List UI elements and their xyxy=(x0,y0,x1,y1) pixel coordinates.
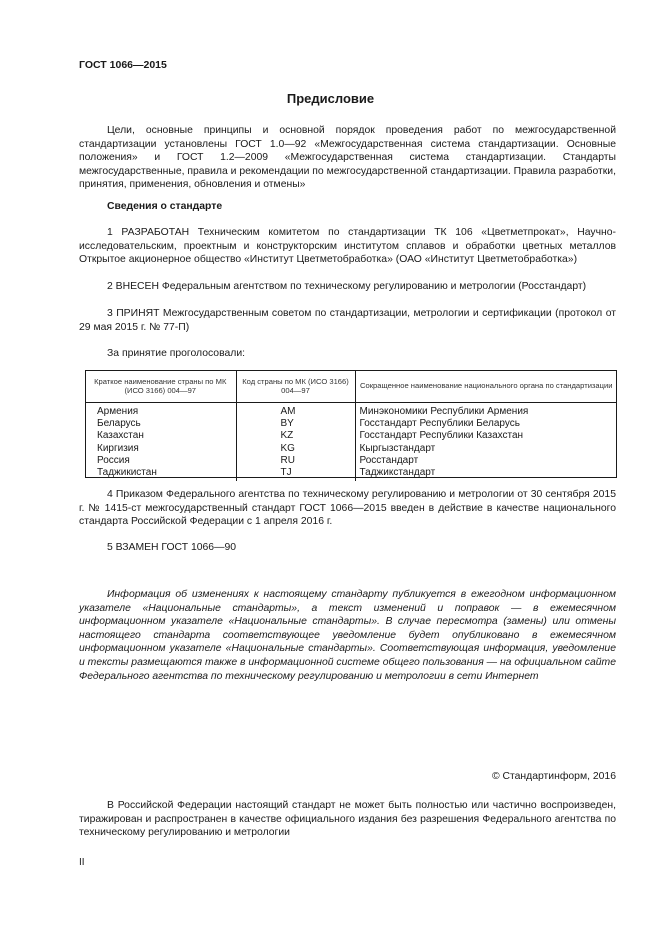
country-cell: Беларусь xyxy=(97,418,141,430)
table-row xyxy=(85,443,617,455)
column-header-country: Краткое наименование страны по МК (ИСО 3166) 004—97 xyxy=(85,370,236,403)
page-title: Предисловие xyxy=(286,91,375,106)
vote-label: За принятие проголосовали: xyxy=(107,348,246,359)
standards-body-cell: Минэкономики Республики Армения xyxy=(355,403,617,419)
table-row xyxy=(85,418,617,430)
changes-notice: Информация об изменениях к настоящему стандарту публикуется в ежегодном информационном указателе «Национальные стандарты», а текст изменений и поправок — в ежемесячном информационном указателе «Национальные стандарты». В случае пересмотра (замены) или отмены настоящего стандарта соответствующее уведомление будет опубликовано в ежемесячном информационном указателе «Национальные стандарты». Соответствующая информация, уведомление и тексты размещаются также в информационной системе общего пользования — на официальном сайте Федерального агентства по техническому регулированию и метрологии в сети Интернет xyxy=(79,589,616,682)
item-1-developed: 1 РАЗРАБОТАН Техническим комитетом по стандартизации ТК 106 «Цветметпрокат», Научно-исследовательским, проектным и конструкторским институтом сплавов и обработки цветных металлов Открытое акционерное общество «Институт Цветметобработка» (ОАО «Институт Цветметобработка») xyxy=(79,227,616,266)
standards-body-cell: Росстандарт xyxy=(355,455,617,467)
item-3-adopted: 3 ПРИНЯТ Межгосударственным советом по стандартизации, метрологии и сертификации (протокол от 29 мая 2015 г. № 77-П) xyxy=(79,308,616,333)
code-cell: BY xyxy=(236,418,355,430)
copyright-line: © Стандартинформ, 2016 xyxy=(491,771,616,782)
code-cell: RU xyxy=(236,455,355,467)
standards-body-cell: Госстандарт Республики Казахстан xyxy=(355,430,617,442)
column-header-standards-body: Сокращенное наименование национального органа по стандартизации xyxy=(355,370,617,403)
code-cell: KZ xyxy=(236,430,355,442)
rights-notice: В Российской Федерации настоящий стандарт не может быть полностью или частично воспроизведен, тиражирован и распространен в качестве официального издания без разрешения Федерального агентства по техническому регулированию и метрологии xyxy=(79,800,616,839)
table-header-row xyxy=(85,370,617,403)
code-cell: KG xyxy=(236,443,355,455)
voting-countries-table xyxy=(85,370,617,481)
item-5-replaces: 5 ВЗАМЕН ГОСТ 1066—90 xyxy=(107,542,237,553)
country-cell: Киргизия xyxy=(97,442,139,454)
code-cell: AM xyxy=(236,403,355,419)
page-number: II xyxy=(79,857,85,868)
table-row xyxy=(85,430,617,442)
standards-body-cell: Таджикстандарт xyxy=(355,467,617,481)
country-cell: Армения xyxy=(97,406,139,417)
table-row xyxy=(85,403,617,419)
country-cell: Россия xyxy=(97,454,130,466)
country-cell: Таджикистан xyxy=(97,467,157,479)
item-2-introduced: 2 ВНЕСЕН Федеральным агентством по техническому регулированию и метрологии (Росстандарт) xyxy=(107,281,587,292)
column-header-code: Код страны по МК (ИСО 3166) 004—97 xyxy=(236,370,355,403)
code-cell: TJ xyxy=(236,467,355,481)
item-4-enacted: 4 Приказом Федерального агентства по техническому регулированию и метрологии от 30 сентября 2015 г. № 1415-ст межгосударственный стандарт ГОСТ 1066—2015 введен в действие в качестве национального стандарта Российской Федерации с 1 апреля 2016 г. xyxy=(79,489,616,528)
standards-body-cell: Госстандарт Республики Беларусь xyxy=(355,418,617,430)
info-heading: Сведения о стандарте xyxy=(107,201,223,212)
document-header: ГОСТ 1066—2015 xyxy=(79,59,167,71)
intro-paragraph: Цели, основные принципы и основной порядок проведения работ по межгосударственной стандартизации установлены ГОСТ 1.0—92 «Межгосударственная система стандартизации. Основные положения» и ГОСТ 1.2—2009 «Межгосударственная система стандартизации. Стандарты межгосударственные, правила и рекомендации по межгосударственной стандартизации. Правила разработки, принятия, применения, обновления и отмены» xyxy=(79,125,616,191)
country-cell: Казахстан xyxy=(97,430,144,442)
table-row xyxy=(85,455,617,467)
standards-body-cell: Кыргызстандарт xyxy=(355,443,617,455)
table-row xyxy=(85,467,617,481)
